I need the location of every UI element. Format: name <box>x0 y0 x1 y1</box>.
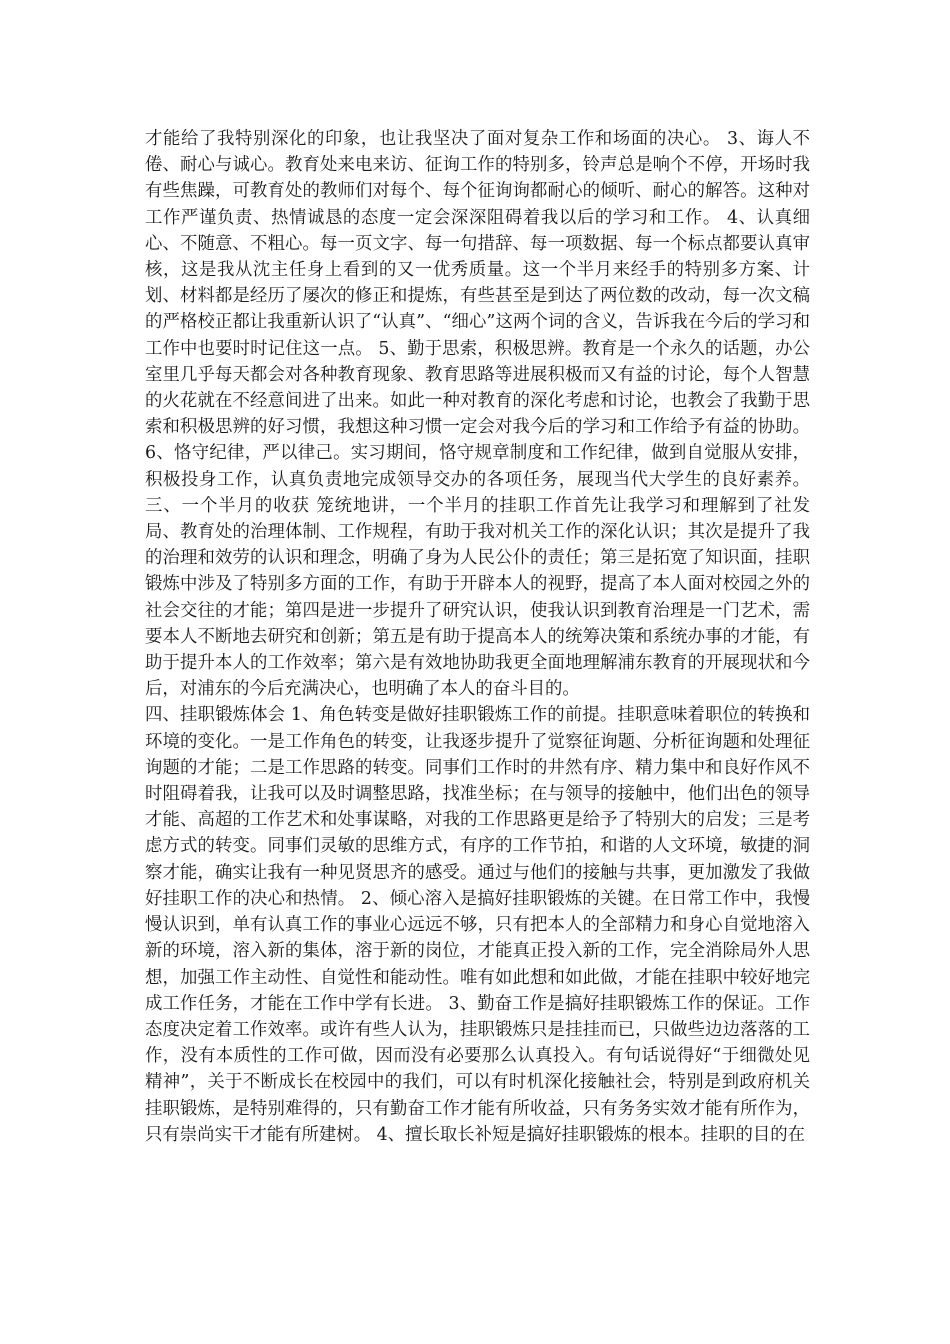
paragraph-reflections-and-gains: 才能给了我特别深化的印象，也让我坚决了面对复杂工作和场面的决心。 3、诲人不倦、耐心与诚心。教育处来电来访、征询工作的特别多，铃声总是响个不停，开场时我有些焦躁，可教育处的教师们对每个、每个征询询都耐心的倾听、耐心的解答。这种对工作严谨负责、热情诚恳的态度一定会深深阻碍着我以后的学习和工作。 4、认真细心、不随意、不粗心。每一页文字、每一句措辞、每一项数据、每一个标点都要认真审核，这是我从沈主任身上看到的又一优秀质量。这一个半月来经手的特别多方案、计划、材料都是经历了屡次的修正和提炼，有些甚至是到达了两位数的改动，每一次文稿的严格校正都让我重新认识了“认真”、“细心”这两个词的含义，告诉我在今后的学习和工作中也要时时记住这一点。 5、勤于思索，积极思辨。教育是一个永久的话题，办公室里几乎每天都会对各种教育现象、教育思路等进展积极而又有益的讨论，每个人智慧的火花就在不经意间进了出来。如此一种对教育的深化考虑和讨论，也教会了我勤于思索和积极思辨的好习惯，我想这种习惯一定会对我今后的学习和工作给予有益的协助。 6、恪守纪律，严以律己。实习期间，恪守规章制度和工作纪律，做到自觉服从安排，积极投身工作，认真负责地完成领导交办的各项任务，展现当代大学生的良好素养。 三、一个半月的收获 笼统地讲，一个半月的挂职工作首先让我学习和理解到了社发局、教育处的治理体制、工作规程，有助于我对机关工作的深化认识；其次是提升了我的治理和效劳的认识和理念，明确了身为人民公仆的责任；第三是拓宽了知识面，挂职锻炼中涉及了特别多方面的工作，有助于开辟本人的视野，提高了本人面对校园之外的社会交往的才能；第四是进一步提升了研究认识，使我认识到教育治理是一门艺术，需要本人不断地去研究和创新；第五是有助于提高本人的统筹决策和系统办事的才能，有助于提升本人的工作效率；第六是有效地协助我更全面地理解浦东教育的开展现状和今后，对浦东的今后充满决心，也明确了本人的奋斗目的。 <box>145 129 810 700</box>
document-body <box>145 126 810 1148</box>
paragraph-attachment-experience: 四、挂职锻炼体会 1、角色转变是做好挂职锻炼工作的前提。挂职意味着职位的转换和环境的变化。一是工作角色的转变，让我逐步提升了觉察征询题、分析征询题和处理征询题的才能；二是工作思路的转变。同事们工作时的井然有序、精力集中和良好作风不时阻碍着我，让我可以及时调整思路，找准坐标；在与领导的接触中，他们出色的领导才能、高超的工作艺术和处事谋略，对我的工作思路更是给予了特别大的启发；三是考虑方式的转变。同事们灵敏的思维方式，有序的工作节拍，和谐的人文环境，敏捷的洞察才能，确实让我有一种见贤思齐的感受。通过与他们的接触与共事，更加激发了我做好挂职工作的决心和热情。 2、倾心溶入是搞好挂职锻炼的关键。在日常工作中，我慢慢认识到，单有认真工作的事业心远远不够，只有把本人的全部精力和身心自觉地溶入新的环境，溶入新的集体，溶于新的岗位，才能真正投入新的工作，完全消除局外人思想，加强工作主动性、自觉性和能动性。唯有如此想和如此做，才能在挂职中较好地完成工作任务，才能在工作中学有长进。 3、勤奋工作是搞好挂职锻炼工作的保证。工作态度决定着工作效率。或许有些人认为，挂职锻炼只是挂挂而已，只做些边边落落的工作，没有本质性的工作可做，因而没有必要那么认真投入。有句话说得好“于细微处见精神”，关于不断成长在校园中的我们，可以有时机深化接触社会，特别是到政府机关挂职锻炼，是特别难得的，只有勤奋工作才能有所收益，只有务务实效才能有所作为，只有崇尚实干才能有所建树。 4、擅长取长补短是搞好挂职锻炼的根本。挂职的目的在 <box>145 705 810 1145</box>
